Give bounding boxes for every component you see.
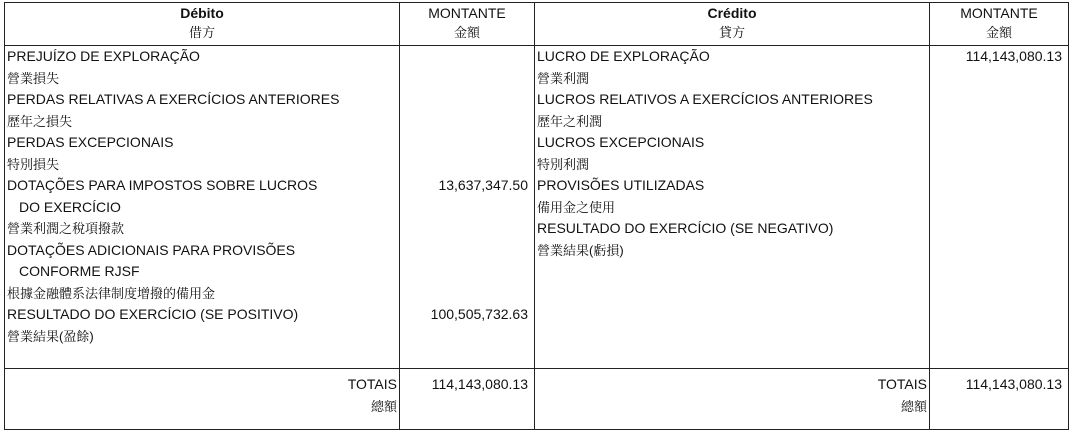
credit-totals-label: [535, 374, 929, 417]
credit-line: 特別利潤: [537, 156, 590, 172]
debit-line: PREJUÍZO DE EXPLORAÇÃO: [7, 48, 200, 64]
credit-header: [535, 3, 930, 46]
debit-line: 特別損失: [7, 156, 60, 172]
credit-amounts-cell: [930, 46, 1069, 369]
credit-line: 營業利潤: [537, 70, 590, 86]
credit-amount: [930, 197, 1068, 219]
debit-amount: [400, 132, 534, 154]
debit-header-pt: Débito: [180, 5, 224, 21]
credit-line: LUCRO DE EXPLORAÇÃO: [537, 48, 710, 64]
debit-header: [5, 3, 400, 46]
debit-line: PERDAS EXCEPCIONAIS: [7, 134, 174, 150]
credit-amount: [930, 132, 1068, 154]
credit-amount-header-pt: MONTANTE: [960, 5, 1038, 21]
credit-amount: [930, 240, 1068, 262]
debit-line: 歷年之損失: [7, 113, 73, 129]
debit-totals-label: [5, 374, 399, 417]
debit-amount-header: [400, 3, 535, 46]
credit-amount: [930, 154, 1068, 176]
credit-amount: [930, 68, 1068, 90]
totals-label-zh: 總額: [900, 398, 927, 414]
debit-amount: [400, 111, 534, 133]
credit-total-cell: [930, 369, 1069, 430]
debit-amount: [400, 197, 534, 219]
totals-row: [5, 369, 1069, 430]
debit-amount: 100,505,732.63: [430, 306, 528, 322]
credit-amount: [930, 89, 1068, 111]
body-row: [5, 46, 1069, 369]
credit-amount: [930, 218, 1068, 240]
debit-items-cell: [5, 46, 400, 369]
debit-line: PERDAS RELATIVAS A EXERCÍCIOS ANTERIORES: [7, 91, 340, 107]
credit-line: LUCROS RELATIVOS A EXERCÍCIOS ANTERIORES: [537, 91, 873, 107]
debit-amount: [400, 240, 534, 262]
debit-line: 根據金融體系法律制度增撥的備用金: [7, 285, 216, 301]
debit-amounts-cell: [400, 46, 535, 369]
debit-amount: [400, 46, 534, 68]
debit-amount: [400, 89, 534, 111]
credit-line: PROVISÕES UTILIZADAS: [537, 177, 705, 193]
debit-line: DOTAÇÕES PARA IMPOSTOS SOBRE LUCROS: [7, 177, 318, 193]
debit-amount: [400, 68, 534, 90]
credit-line: 營業結果(虧損): [537, 242, 624, 258]
debit-line: CONFORME RJSF: [19, 263, 140, 279]
debit-line: DO EXERCÍCIO: [19, 198, 121, 215]
debit-line: 營業結果(盈餘): [7, 328, 94, 344]
debit-line: 營業利潤之稅項撥款: [7, 221, 125, 236]
credit-items-cell: [535, 46, 930, 369]
credit-totals-label-cell: [535, 369, 930, 430]
totals-label-pt: TOTAIS: [347, 376, 397, 392]
credit-header-pt: Crédito: [707, 5, 757, 21]
credit-line: RESULTADO DO EXERCÍCIO (SE NEGATIVO): [537, 220, 834, 236]
profit-loss-table: [4, 2, 1069, 430]
credit-line: 備用金之使用: [537, 199, 616, 215]
debit-amount: 13,637,347.50: [438, 177, 528, 193]
debit-header-zh: 借方: [188, 25, 215, 40]
debit-totals-label-cell: [5, 369, 400, 430]
totals-label-pt: TOTAIS: [877, 376, 927, 392]
credit-amount: [930, 175, 1068, 197]
debit-amount: [400, 261, 534, 283]
totals-label-zh: 總額: [370, 398, 397, 414]
credit-amount-header-zh: 金額: [985, 25, 1012, 40]
credit-line: 歷年之利潤: [537, 113, 603, 129]
debit-line: 營業損失: [7, 70, 60, 86]
debit-line: DOTAÇÕES ADICIONAIS PARA PROVISÕES: [7, 241, 296, 258]
header-row: [5, 3, 1069, 46]
debit-amount: [400, 283, 534, 305]
debit-amount: [400, 218, 534, 240]
debit-total-amount: 114,143,080.13: [431, 376, 528, 392]
debit-amount: [400, 326, 534, 348]
debit-total-cell: [400, 369, 535, 430]
credit-line: LUCROS EXCEPCIONAIS: [537, 134, 705, 150]
debit-amount: [400, 154, 534, 176]
credit-header-zh: 貸方: [718, 25, 745, 40]
debit-amount-header-zh: 金額: [453, 25, 480, 40]
credit-amount: 114,143,080.13: [965, 48, 1062, 64]
credit-total-amount: 114,143,080.13: [965, 376, 1062, 392]
credit-amount: [930, 111, 1068, 133]
debit-line: RESULTADO DO EXERCÍCIO (SE POSITIVO): [7, 306, 299, 322]
credit-amount-header: [930, 3, 1069, 46]
debit-amount-header-pt: MONTANTE: [428, 5, 506, 21]
